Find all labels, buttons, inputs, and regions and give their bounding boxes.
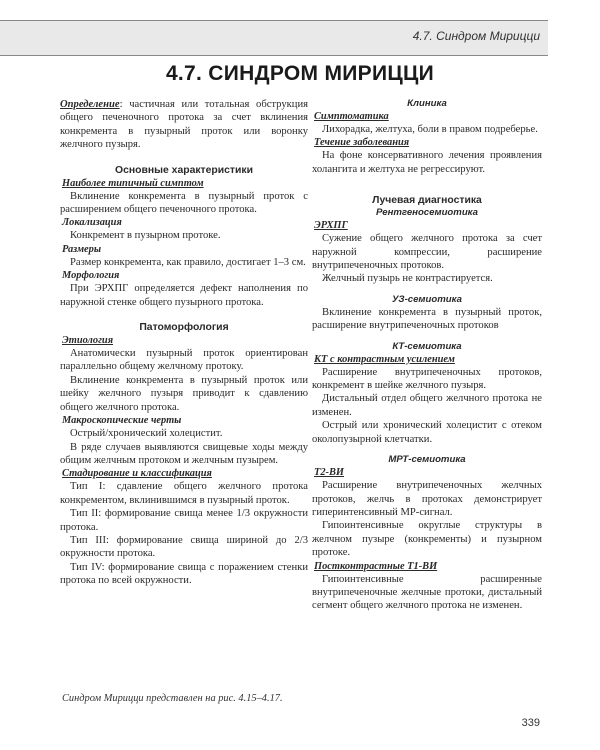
course-text: На фоне консервативного лечения проявления холангита и желтуха не регрессируют. <box>312 150 542 175</box>
page-number: 339 <box>521 717 540 729</box>
symptomatics-text: Лихорадка, желтуха, боли в правом подреберье. <box>322 124 538 135</box>
t1-text: Гипоинтенсивные расширенные внутрипеченочные желчные протоки, дистальный сегмент общего желчного протока не изменен. <box>312 573 542 612</box>
us-subheading: УЗ-семиотика <box>392 293 462 305</box>
localization-label: Локализация <box>62 217 122 229</box>
sizes-text: Размер конкремента, как правило, достигает 1–3 см. <box>70 256 306 268</box>
ercp-paragraph-1: Сужение общего желчного протока за счет наружной компрессии, расширение внутрипеченочных протоков. <box>312 233 542 272</box>
ct-subheading: КТ-семиотика <box>392 340 462 352</box>
type-2-text: Тип II: формирование свища менее 1/3 окружности протока. <box>60 508 308 533</box>
definition-paragraph <box>60 98 308 152</box>
etiology-paragraph-2: Вклинение конкремента в пузырный проток или шейку желчного пузыря приводит к сдавлению общего желчного протока. <box>60 374 308 413</box>
running-header-bar <box>0 20 548 56</box>
radiology-heading: Лучевая диагностика <box>372 195 482 207</box>
ct-paragraph-3: Острый или хронический холецистит с отеком околопузырной клетчатки. <box>312 420 542 445</box>
ercp-paragraph-2: Желчный пузырь не контрастируется. <box>322 273 493 285</box>
etiology-paragraph-1: Анатомически пузырный проток ориентирован параллельно общему желчному протоку. <box>60 348 308 373</box>
us-text: Вклинение конкремента в пузырный проток, расширение внутрипеченочных протоков <box>312 306 542 332</box>
staging-label: Стадирование и классификация <box>62 468 212 480</box>
mri-subheading: МРТ-семиотика <box>388 454 466 466</box>
clinic-heading: Клиника <box>407 98 447 109</box>
t2-paragraph-2: Гипоинтенсивные округлые структуры в желчном пузыре (конкременты) и пузырном протоке. <box>312 520 542 559</box>
figure-reference-footnote: Синдром Мирицци представлен на рис. 4.15–4.17. <box>62 693 283 704</box>
right-column <box>312 98 542 613</box>
localization-text: Конкремент в пузырном протоке. <box>70 230 221 242</box>
xray-subheading: Рентгеносемиотика <box>376 207 478 219</box>
typical-symptom-text: Вклинение конкремента в пузырный проток с расширением общего печеночного протока. <box>60 190 308 216</box>
main-characteristics-heading: Основные характеристики <box>114 164 254 176</box>
t2-paragraph-1: Расширение внутрипеченочных желчных протоков, желчь в протоках демонстрирует гиперинтенсивный МР-сигнал. <box>312 480 542 518</box>
left-column <box>60 98 308 588</box>
t1-label: Постконтрастные Т1-ВИ <box>314 560 438 572</box>
etiology-label: Этиология <box>62 335 114 347</box>
macro-paragraph-2: В ряде случаев выявляются свищевые ходы между общим желчным протоком и желчным пузырем. <box>60 441 308 466</box>
course-label: Течение заболевания <box>314 137 410 149</box>
symptomatics-label: Симптоматика <box>314 111 389 122</box>
running-header-title: 4.7. Синдром Мирицци <box>412 29 540 43</box>
macro-label: Макроскопические черты <box>62 415 182 427</box>
type-3-text: Тип III: формирование свища шириной до 2/3 окружности протока. <box>60 534 308 560</box>
sizes-label: Размеры <box>62 243 102 255</box>
type-1-text: Тип I: сдавление общего желчного протока конкрементом, вклинившимся в пузырный проток. <box>60 481 308 506</box>
t2-label: Т2-ВИ <box>314 467 345 479</box>
macro-paragraph-1: Острый/хронический холецистит. <box>70 428 223 440</box>
ct-paragraph-1: Расширение внутрипеченочных протоков, конкремент в шейке желчного пузыря. <box>312 366 542 392</box>
ct-paragraph-2: Дистальный отдел общего желчного протока не изменен. <box>312 393 542 418</box>
morphology-label: Морфология <box>62 270 120 282</box>
definition-label: Определение <box>60 99 120 110</box>
page-title: 4.7. СИНДРОМ МИРИЦЦИ <box>165 62 435 85</box>
type-4-text: Тип IV: формирование свища с поражением стенки протока по всей окружности. <box>60 561 308 587</box>
ercp-label: ЭРХПГ <box>314 220 348 232</box>
definition-text: : частичная или тотальная обструкция общего печеночного протока за счет вклинения конкремента в пузырный проток или воронку желчного пузыря. <box>60 99 308 151</box>
morphology-text: При ЭРХПГ определяется дефект наполнения по наружной стенке общего пузырного протока. <box>60 283 308 308</box>
typical-symptom-label: Наиболее типичный симптом <box>62 177 204 189</box>
ct-contrast-label: КТ с контрастным усилением <box>314 353 455 365</box>
pathomorphology-heading: Патоморфология <box>139 322 229 334</box>
